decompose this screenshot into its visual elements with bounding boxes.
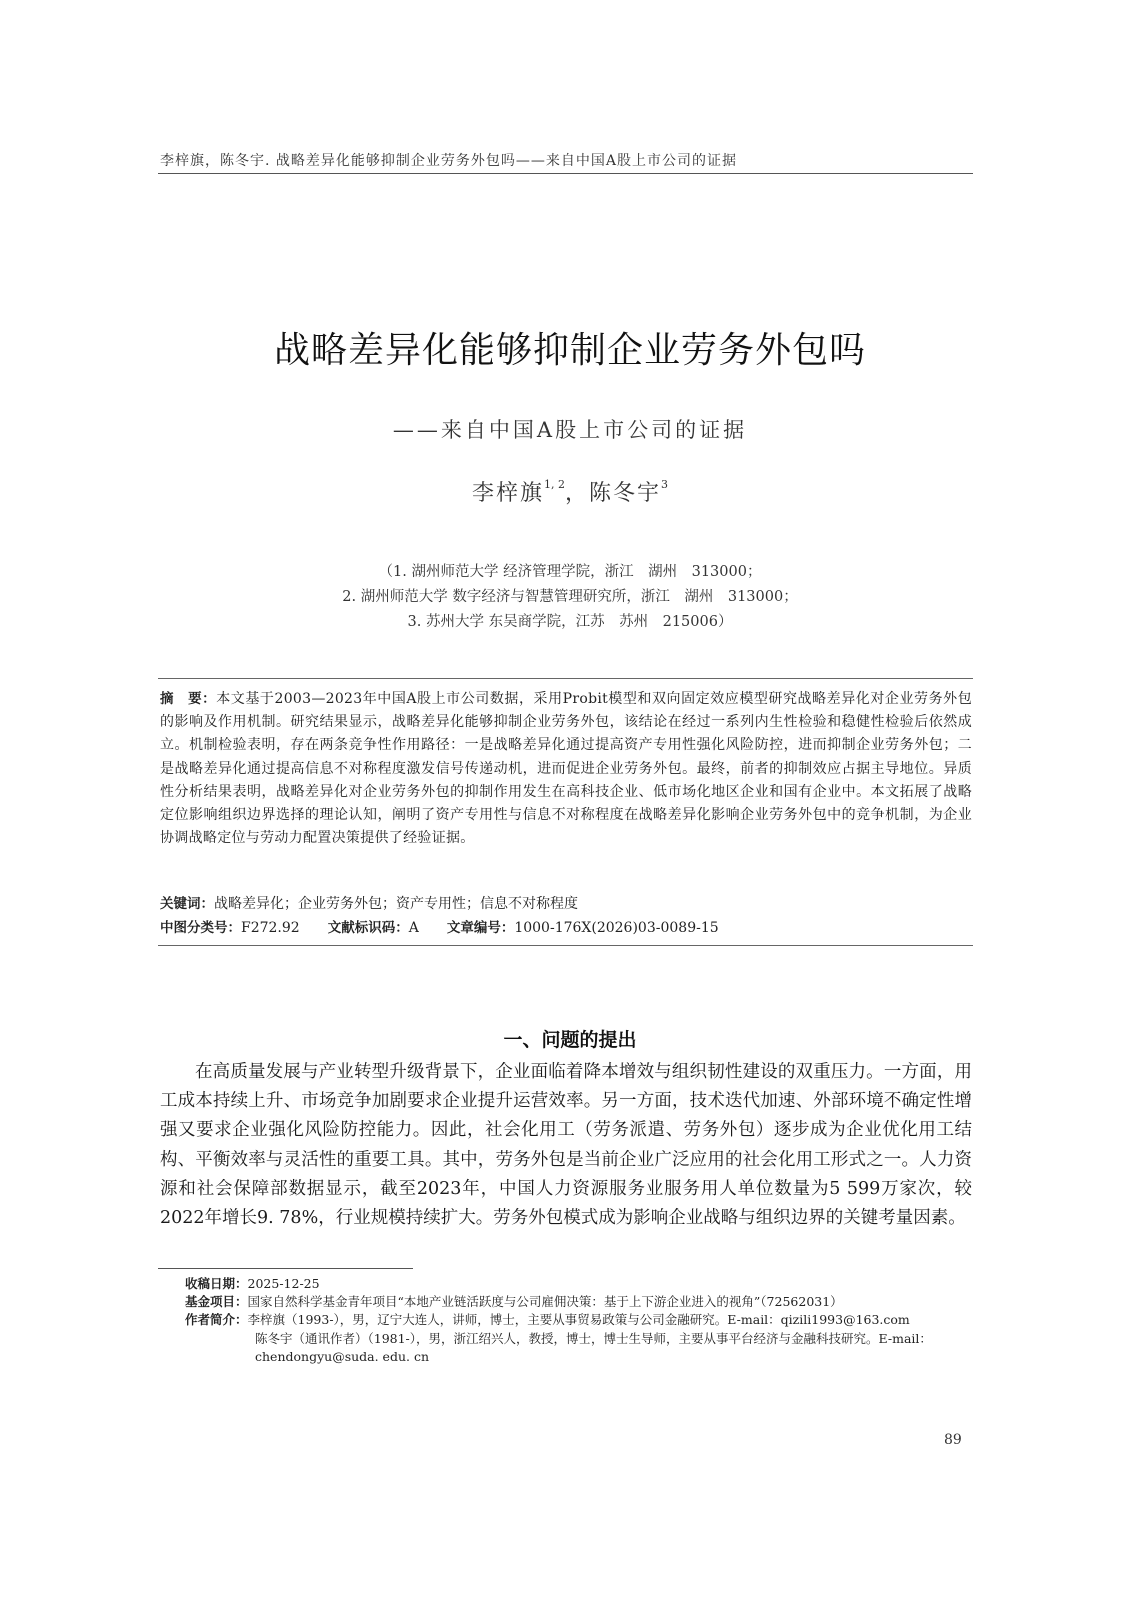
fund-label: 基金项目： — [185, 1294, 248, 1310]
author-affiliation-marker: 1, 2 — [543, 477, 565, 491]
abstract-bottom-rule — [158, 945, 973, 946]
bio-first-author: 李梓旗（1993-），男，辽宁大连人，讲师，博士，主要从事贸易政策与公司金融研究。E-mail：qizili1993@163.com — [247, 1312, 910, 1328]
footnote-received — [185, 1275, 970, 1293]
affiliation-line: 3. 苏州大学 东吴商学院，江苏 苏州 215006） — [407, 614, 733, 630]
doc-code-value: A — [408, 920, 419, 936]
running-header: 李梓旗，陈冬宇. 战略差异化能够抑制企业劳务外包吗——来自中国A股上市公司的证据 — [160, 153, 738, 169]
abstract-label: 摘 要： — [160, 691, 217, 707]
footnote-rule — [158, 1268, 413, 1269]
received-value: 2025-12-25 — [247, 1276, 320, 1291]
page-number: 89 — [944, 1432, 962, 1448]
affiliation-line: （1. 湖州师范大学 经济管理学院，浙江 湖州 313000； — [378, 564, 762, 580]
header-rule — [158, 173, 973, 174]
received-label: 收稿日期： — [185, 1276, 248, 1291]
article-number-label: 文章编号： — [446, 920, 515, 936]
abstract-text: 本文基于2003—2023年中国A股上市公司数据，采用Probit模型和双向固定效应模型研究战略差异化对企业劳务外包的影响及作用机制。研究结果显示，战略差异化能够抑制企业劳务外包，该结论在经过一系列内生性检验和稳健性检验后依然成立。机制检验表明，存在两条竞争性作用路径：一是战略差异化通过提高资产专用性强化风险防控，进而抑制企业劳务外包；二是战略差异化通过提高信息不对称程度激发信号传递动机，进而促进企业劳务外包。最终，前者的抑制效应占据主导地位。异质性分析结果表明，战略差异化对企业劳务外包的抑制作用发生在高科技企业、低市场化地区企业和国有企业中。本文拓展了战略定位影响组织边界选择的理论认知，阐明了资产专用性与信息不对称程度在战略差异化影响企业劳务外包中的竞争机制，为企业协调战略定位与劳动力配置决策提供了经验证据。 — [160, 691, 973, 847]
bio-second-author: 陈冬宇（通讯作者）（1981-），男，浙江绍兴人，教授，博士，博士生导师，主要从事平台经济与金融科技研究。E-mail：chendongyu@suda. edu. cn — [255, 1330, 932, 1364]
keywords — [160, 892, 578, 913]
footnote-bio — [185, 1311, 970, 1329]
section-heading: 一、问题的提出 — [503, 1029, 637, 1051]
body-paragraph: 在高质量发展与产业转型升级背景下，企业面临着降本增效与组织韧性建设的双重压力。一方面，用工成本持续上升、市场竞争加剧要求企业提升运营效率。另一方面，技术迭代加速、外部环境不确定性增强又要求企业强化风险防控能力。因此，社会化用工（劳务派遣、劳务外包）逐步成为企业优化用工结构、平衡效率与灵活性的重要工具。其中，劳务外包是当前企业广泛应用的社会化用工形式之一。人力资源和社会保障部数据显示，截至2023年，中国人力资源服务业服务用人单位数量为5 599万家次，较2022年增长9. 78%，行业规模持续扩大。劳务外包模式成为影响企业战略与组织边界的关键考量因素。 — [160, 1062, 972, 1229]
clc-label: 中图分类号： — [160, 920, 241, 936]
keywords-text: 战略差异化；企业劳务外包；资产专用性；信息不对称程度 — [214, 896, 578, 912]
fund-value: 国家自然科学基金青年项目“本地产业链活跃度与公司雇佣决策：基于上下游企业进入的视角”（72562031） — [247, 1294, 843, 1310]
author-line — [0, 476, 1140, 507]
footnotes — [185, 1275, 970, 1366]
footnote-fund — [185, 1293, 970, 1311]
author-affiliation-marker: 3 — [661, 477, 669, 491]
affiliations — [0, 560, 1140, 635]
doc-code-label: 文献标识码： — [327, 920, 409, 936]
abstract — [160, 688, 972, 850]
bio-label: 作者简介： — [185, 1312, 248, 1328]
abstract-top-rule — [158, 678, 973, 679]
classification-line — [160, 916, 719, 936]
paper-subtitle: ——来自中国A股上市公司的证据 — [392, 418, 748, 442]
keywords-label: 关键词： — [160, 896, 214, 912]
author-name: 李梓旗 — [471, 481, 544, 506]
author-name: 陈冬宇 — [589, 481, 662, 506]
affiliation-line: 2. 湖州师范大学 数字经济与智慧管理研究所，浙江 湖州 313000； — [342, 589, 798, 605]
article-number-value: 1000-176X(2026)03-0089-15 — [514, 920, 719, 936]
paper-title: 战略差异化能够抑制企业劳务外包吗 — [273, 330, 866, 371]
clc-value: F272.92 — [241, 920, 300, 936]
author-separator: ， — [564, 481, 589, 506]
